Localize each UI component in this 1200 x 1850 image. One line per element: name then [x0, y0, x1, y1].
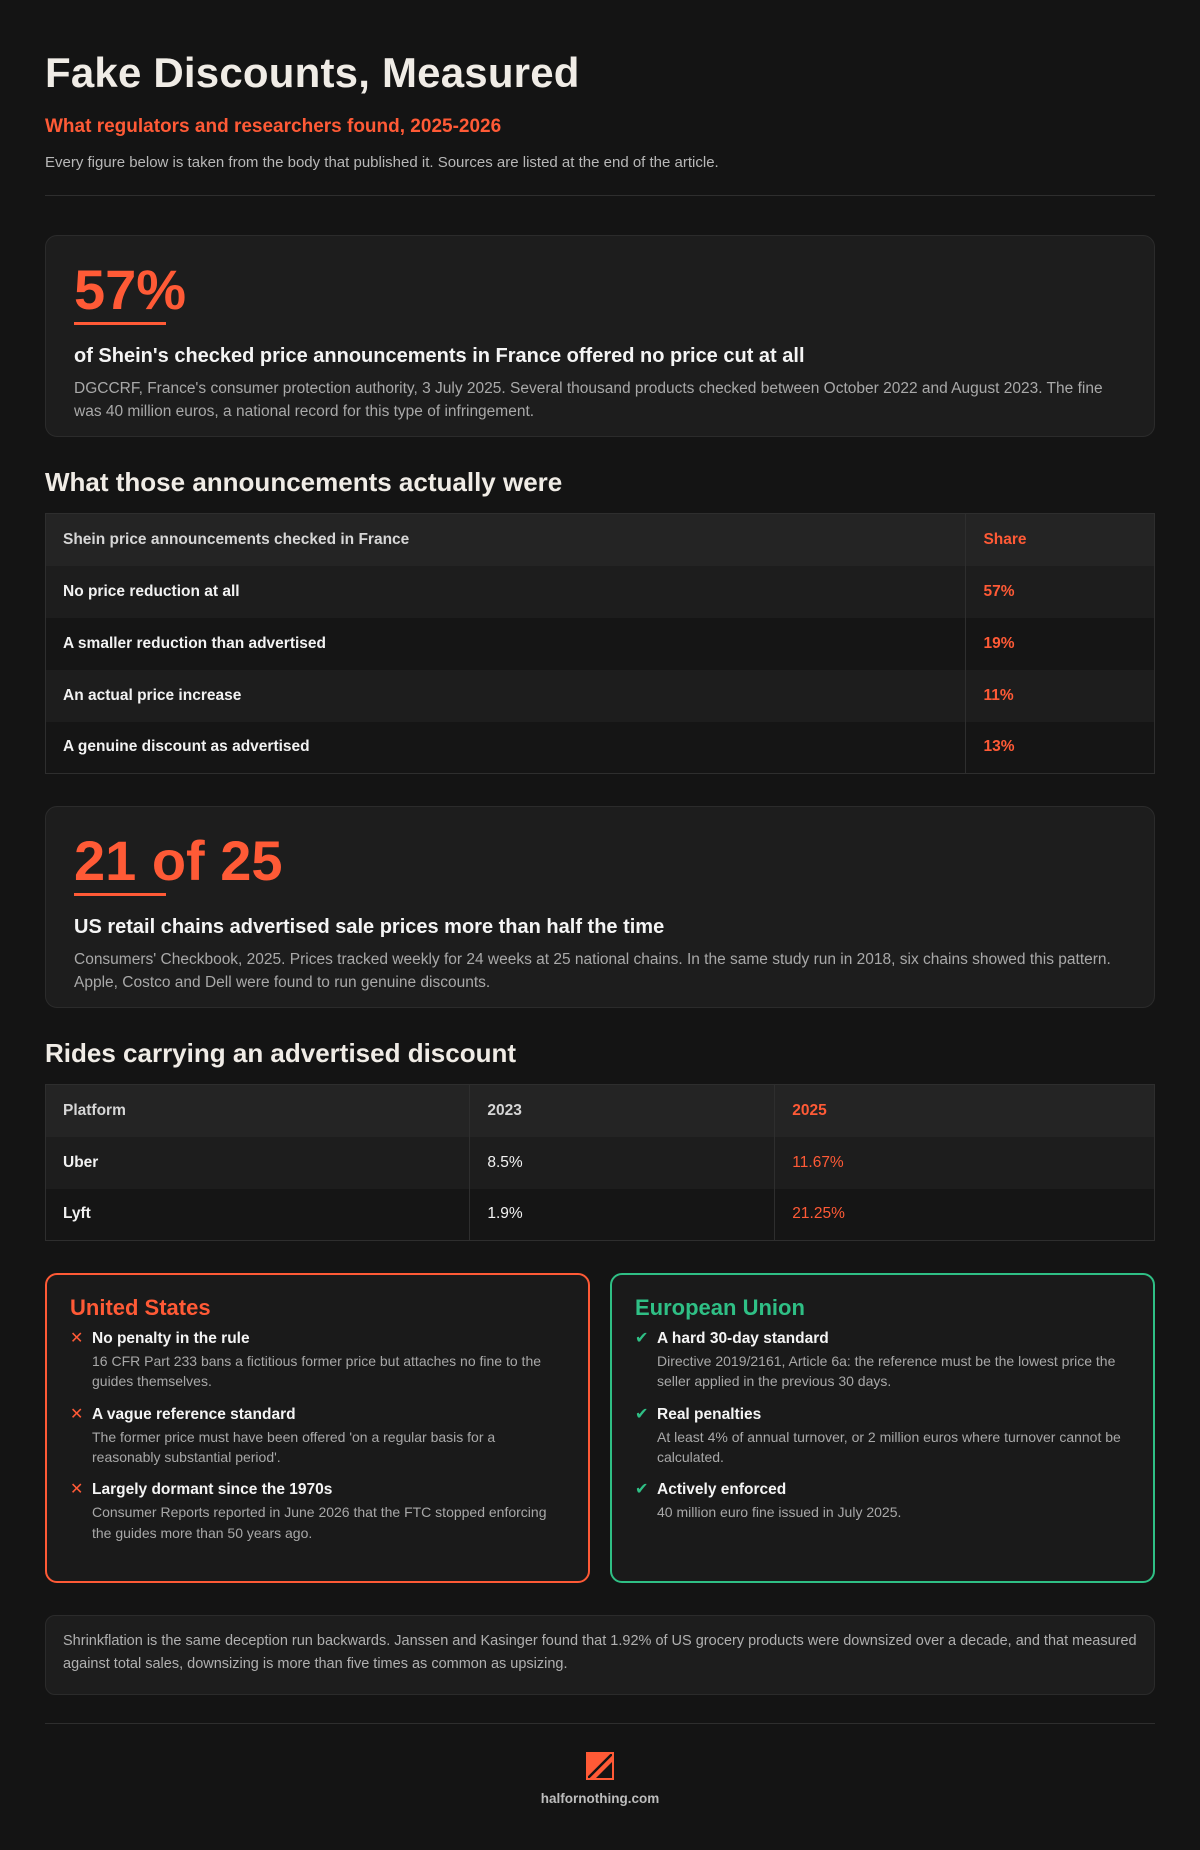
footer-divider — [45, 1723, 1155, 1724]
item-description: Directive 2019/2161, Article 6a: the reference must be the lowest price the seller applied in the previous 30 days. — [657, 1353, 1116, 1390]
table-cell: 21.25% — [775, 1189, 1155, 1241]
table-row — [46, 566, 1155, 618]
header-divider — [45, 195, 1155, 196]
stat-headline: US retail chains advertised sale prices more than half the time — [74, 916, 665, 939]
table-cell: No price reduction at all — [46, 566, 966, 618]
table-header-row — [46, 1085, 1155, 1137]
table-cell: 57% — [966, 566, 1155, 618]
page-subtitle: What regulators and researchers found, 2025-2026 — [45, 116, 502, 138]
check-mark-icon: ✔ — [635, 1330, 649, 1348]
column-header: Share — [966, 514, 1155, 566]
item-description: Consumer Reports reported in June 2026 that the FTC stopped enforcing the guides more than 50 years ago. — [92, 1504, 547, 1541]
stat-number: 57% — [74, 258, 187, 322]
check-mark-icon: ✔ — [635, 1405, 649, 1423]
page-title: Fake Discounts, Measured — [45, 49, 580, 96]
x-mark-icon: ✕ — [70, 1330, 84, 1348]
item-title: A vague reference standard — [92, 1405, 296, 1423]
table-cell: 11% — [966, 670, 1155, 722]
item-title: Actively enforced — [657, 1481, 787, 1499]
list-item — [70, 1480, 565, 1543]
item-title: A hard 30-day standard — [657, 1330, 829, 1348]
column-header: 2025 — [775, 1085, 1155, 1137]
item-description: At least 4% of annual turnover, or 2 million euros where turnover cannot be calculated. — [657, 1428, 1121, 1466]
table-cell: Uber — [46, 1137, 470, 1189]
section-title-rides: Rides carrying an advertised discount — [45, 1038, 517, 1069]
stat-description: DGCCRF, France's consumer protection authority, 3 July 2025. Several thousand products checked between October 2022 and August 2023. The fine was 40 million euros, a national record for this type of infringement. — [74, 380, 1103, 420]
site-domain: halfornothing.com — [540, 1791, 660, 1807]
item-description: The former price must have been offered 'on a regular basis for a reasonably substantial period'. — [92, 1428, 496, 1466]
stat-underline — [74, 322, 166, 325]
table-cell: Lyft — [46, 1189, 470, 1241]
list-item — [635, 1329, 1130, 1392]
table-row — [46, 1137, 1155, 1189]
table-row — [46, 722, 1155, 774]
x-mark-icon: ✕ — [70, 1481, 84, 1499]
item-title: Real penalties — [657, 1405, 762, 1423]
list-item — [70, 1405, 565, 1468]
stat-number: 21 of 25 — [74, 829, 283, 893]
check-mark-icon: ✔ — [635, 1481, 649, 1499]
table-cell: 11.67% — [775, 1137, 1155, 1189]
table-row — [46, 618, 1155, 670]
section-title-announcements: What those announcements actually were — [45, 467, 563, 498]
column-header: Shein price announcements checked in France — [46, 514, 966, 566]
half-square-logo-icon — [586, 1752, 614, 1780]
announcements-table — [45, 513, 1155, 774]
item-description: 40 million euro fine issued in July 2025. — [657, 1504, 902, 1521]
table-cell: 8.5% — [470, 1137, 775, 1189]
item-description: 16 CFR Part 233 bans a fictitious former price but attaches no fine to the guides themselves. — [92, 1353, 542, 1390]
table-cell: 1.9% — [470, 1189, 775, 1241]
x-mark-icon: ✕ — [70, 1405, 84, 1423]
us-panel — [45, 1273, 590, 1583]
list-item — [70, 1329, 565, 1392]
panel-title: United States — [70, 1295, 211, 1321]
column-header: Platform — [46, 1085, 470, 1137]
regulation-comparison — [45, 1273, 1155, 1583]
table-row — [46, 670, 1155, 722]
stat-description: Consumers' Checkbook, 2025. Prices tracked weekly for 24 weeks at 25 national chains. In the same study run in 2018, six chains showed this pattern. Apple, Costco and Dell were found to run genuine discounts. — [74, 951, 1111, 991]
table-cell: 13% — [966, 722, 1155, 774]
header — [45, 0, 1155, 171]
table-cell: A genuine discount as advertised — [46, 722, 966, 774]
intro-text: Every figure below is taken from the body that published it. Sources are listed at the end of the article. — [45, 154, 719, 172]
table-row — [46, 1189, 1155, 1241]
item-title: No penalty in the rule — [92, 1330, 250, 1348]
stat-card-shein — [45, 235, 1155, 437]
stat-underline — [74, 893, 166, 896]
stat-headline: of Shein's checked price announcements in France offered no price cut at all — [74, 345, 805, 368]
footer — [45, 1752, 1155, 1806]
stat-card-retail — [45, 806, 1155, 1008]
column-header: 2023 — [470, 1085, 775, 1137]
table-cell: 19% — [966, 618, 1155, 670]
panel-title: European Union — [635, 1295, 805, 1321]
table-header-row — [46, 514, 1155, 566]
table-cell: An actual price increase — [46, 670, 966, 722]
eu-panel — [610, 1273, 1155, 1583]
shrinkflation-note: Shrinkflation is the same deception run backwards. Janssen and Kasinger found that 1.92% of US grocery products were downsized over a decade, and that measured against total sales, downsizing is more than five times as common as upsizing. — [45, 1615, 1155, 1695]
rides-table — [45, 1084, 1155, 1241]
table-cell: A smaller reduction than advertised — [46, 618, 966, 670]
list-item — [635, 1480, 1130, 1522]
item-title: Largely dormant since the 1970s — [92, 1481, 333, 1499]
list-item — [635, 1405, 1130, 1468]
